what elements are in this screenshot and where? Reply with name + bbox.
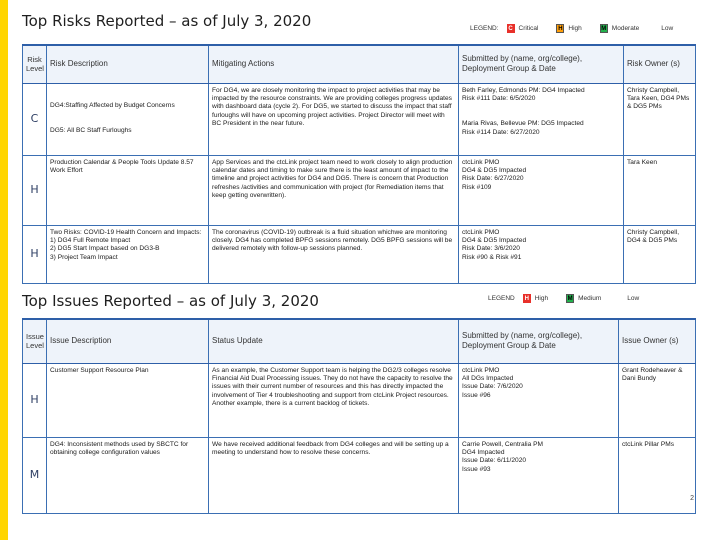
table-row xyxy=(23,437,696,513)
mitigation-cell: For DG4, we are closely monitoring the impact to project activities that may be impacted by the resource constraints. We are providing colleges progress updates with dashboard data (cycle 2). For DG5, we started to discuss the impact that staff furloughs will have on upcoming project activities. Project Director will meet with BC President in the near future. xyxy=(209,83,459,155)
risk-level-header: Risk Level xyxy=(23,45,47,83)
status-update-cell: As an example, the Customer Support team is helping the DG2/3 colleges resolve Financial Aid Dual Processing issues. They do not have the capacity to resolve the issues with their current number of resources and this has directly impacted the involvement of Tier 4 troubleshooting and support from ctcLink Project resources. Another example, there is a current backlog of tickets. xyxy=(209,363,459,437)
issue-level-cell: H xyxy=(23,363,47,437)
legend-high-swatch: H xyxy=(558,25,563,32)
risks-legend xyxy=(470,24,673,33)
issue-owner-cell: ctcLink Pillar PMs xyxy=(619,437,696,513)
issue-level-header: Issue Level xyxy=(23,319,47,363)
legend-high-text: High xyxy=(534,295,549,302)
legend-moderate-swatch: M xyxy=(601,25,607,32)
risk-level-cell: C xyxy=(23,83,47,155)
risks-title: Top Risks Reported – as of July 3, 2020 xyxy=(22,12,312,30)
issues-legend xyxy=(488,294,639,303)
issue-description-cell: DG4: Inconsistent methods used by SBCTC for obtaining college configuration values xyxy=(47,437,209,513)
legend-medium-swatch: M xyxy=(567,295,573,302)
legend-moderate-text: Moderate xyxy=(611,25,640,32)
table-row xyxy=(23,83,696,155)
legend-low-text: Low xyxy=(627,295,640,302)
legend-high-swatch: H xyxy=(524,295,529,302)
legend-critical-text: Critical xyxy=(518,25,539,32)
risks-table xyxy=(22,44,696,284)
risk-submitted-header: Submitted by (name, org/college), Deployment Group & Date xyxy=(459,45,624,83)
table-row xyxy=(23,363,696,437)
left-accent-bar xyxy=(0,0,8,540)
risk-level-cell: H xyxy=(23,155,47,225)
risk-level-cell: H xyxy=(23,225,47,283)
risk-owner-cell: Tara Keen xyxy=(624,155,696,225)
issues-table xyxy=(22,318,696,514)
risks-legend-label: LEGEND: xyxy=(470,25,499,32)
mitigation-cell: The coronavirus (COVID-19) outbreak is a fluid situation whichwe are monitoring closely. DG4 has completed BPFG sessions remotely. DG5 BPFG sessions will be delivered remotely with follow-up sessions planned. xyxy=(209,225,459,283)
issue-description-header: Issue Description xyxy=(47,319,209,363)
risk-description-cell: Two Risks: COVID-19 Health Concern and Impacts: 1) DG4 Full Remote Impact 2) DG5 Start Impact based on DG3-B 3) Project Team Impact xyxy=(47,225,209,283)
mitigation-cell: App Services and the ctcLink project team need to work closely to align production calendar dates and timing to make sure there is the least amount of impact to the timeline and project activities for DG4 and DG5. There is concern that Production refreshes /activities and communication with project (for Remediation items that keep getting overwritten). xyxy=(209,155,459,225)
issues-legend-label: LEGEND xyxy=(488,295,515,302)
risk-owner-cell: Christy Campbell, Tara Keen, DG4 PMs & DG5 PMs xyxy=(624,83,696,155)
issue-submitted-cell: Carrie Powell, Centralia PM DG4 Impacted Issue Date: 6/11/2020 Issue #93 xyxy=(459,437,619,513)
table-row xyxy=(23,225,696,283)
table-row xyxy=(23,155,696,225)
mitigating-actions-header: Mitigating Actions xyxy=(209,45,459,83)
legend-high-text: High xyxy=(568,25,582,32)
legend-critical-swatch: C xyxy=(508,25,513,32)
risk-submitted-cell: Beth Farley, Edmonds PM: DG4 Impacted Risk #111 Date: 6/5/2020 Maria Rivas, Bellevue PM: DG5 Impacted Risk #114 Date: 6/27/2020 xyxy=(459,83,624,155)
issue-owner-header: Issue Owner (s) xyxy=(619,319,696,363)
risk-submitted-cell: ctcLink PMO DG4 & DG5 Impacted Risk Date: 6/27/2020 Risk #109 xyxy=(459,155,624,225)
legend-low-text: Low xyxy=(661,25,674,32)
issue-owner-cell: Grant Rodeheaver & Dani Bundy xyxy=(619,363,696,437)
risk-description-cell: DG4:Staffing Affected by Budget Concerns DG5: All BC Staff Furloughs xyxy=(47,83,209,155)
legend-medium-text: Medium xyxy=(578,295,602,302)
risk-description-cell: Production Calendar & People Tools Update 8.57 Work Effort xyxy=(47,155,209,225)
risk-owner-header: Risk Owner (s) xyxy=(624,45,696,83)
risk-submitted-cell: ctcLink PMO DG4 & DG5 Impacted Risk Date: 3/6/2020 Risk #90 & Risk #91 xyxy=(459,225,624,283)
status-update-header: Status Update xyxy=(209,319,459,363)
page-number: 2 xyxy=(690,495,694,502)
issue-level-cell: M xyxy=(23,437,47,513)
issues-title: Top Issues Reported – as of July 3, 2020 xyxy=(22,292,319,310)
risk-description-header: Risk Description xyxy=(47,45,209,83)
status-update-cell: We have received additional feedback from DG4 colleges and will be setting up a meeting to understand how to resolve these concerns. xyxy=(209,437,459,513)
risk-owner-cell: Christy Campbell, DG4 & DG5 PMs xyxy=(624,225,696,283)
issue-submitted-cell: ctcLink PMO All DGs Impacted Issue Date: 7/6/2020 Issue #96 xyxy=(459,363,619,437)
issue-submitted-header: Submitted by (name, org/college), Deployment Group & Date xyxy=(459,319,619,363)
issue-description-cell: Customer Support Resource Plan xyxy=(47,363,209,437)
